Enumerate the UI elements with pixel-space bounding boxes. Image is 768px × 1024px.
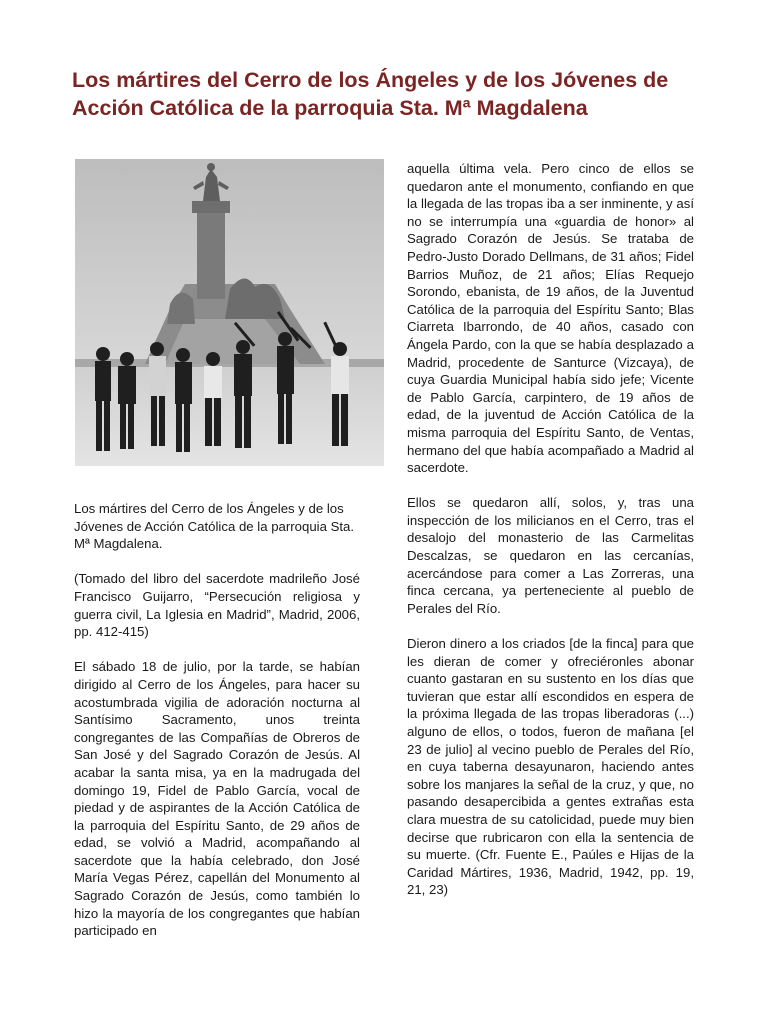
body-paragraph: Ellos se quedaron allí, solos, y, tras una inspección de los milicianos en el Cerro, tras el desalojo del monasterio de las Carmelitas Descalzas, se quedaron en las cercanías, acercándose para comer a Las Zorreras, una finca cercana, ya perteneciente al pueblo de Perales del Río. — [407, 495, 694, 616]
left-column — [74, 500, 360, 940]
photo-caption: Los mártires del Cerro de los Ángeles y de los Jóvenes de Acción Católica de la parroquia Sta. Mª Magdalena. — [74, 501, 355, 552]
historical-photo — [75, 159, 384, 466]
body-paragraph: aquella última vela. Pero cinco de ellos se quedaron ante el monumento, confiando en que la llegada de las tropas iba a ser inminente, y así no se interrumpía una «guardia de honor» al Sagrado Corazón de Jesús. Se trataba de Pedro-Justo Dorado Dellmans, de 31 años; Fidel Barrios Muñoz, de 21 años; Elías Requejo Sorondo, ebanista, de 19 años, de la Juventud Católica de la parroquia del Espíritu Santo; Blas Ciarreta Ibarrondo, de 40 años, casado con Ángela Pardo, con la que se había desplazado a Madrid, procedente de Santurce (Vizcaya), de cuya Guardia Municipal había sido jefe; Vicente de Pablo García, carpintero, de 19 años de edad, de la juventud de Acción Católica de la misma parroquia del Espíritu Santo, de Ventas, hermano del que había acompañado a Madrid al sacerdote. — [407, 161, 694, 476]
right-column — [407, 160, 694, 899]
source-citation: (Tomado del libro del sacerdote madrileño José Francisco Guijarro, “Persecución religiosa y guerra civil, La Iglesia en Madrid”, Madrid, 2006, pp. 412-415) — [74, 571, 360, 640]
firing-squad-photo-image — [75, 159, 384, 466]
body-paragraph: Dieron dinero a los criados [de la finca] para que les dieran de comer y ofreciéronles abonar cuanto gastaran en su sustento en los días que tuvieran que estar allí escondidos en espera de la próxima llegada de las tropas liberadoras (...) alguno de ellos, o todos, fueron de mañana [el 23 de julio] al vecino pueblo de Perales del Río, en cuya taberna desayunaron, haciendo antes sobre los manjares la señal de la cruz, y que, no pasando desapercibida a gentes extrañas esta clara muestra de su catolicidad, puede muy bien decirse que rubricaron con ella la sentencia de su muerte. (Cfr. Fuente E., Paúles e Hijas de la Caridad Mártires, 1936, Madrid, 1942, pp. 19, 21, 23) — [407, 636, 694, 898]
body-paragraph: El sábado 18 de julio, por la tarde, se habían dirigido al Cerro de los Ángeles, para hacer su acostumbrada vigilia de adoración nocturna al Santísimo Sacramento, unos treinta congregantes de las Compañías de Obreros de San José y del Sagrado Corazón de Jesús. Al acabar la santa misa, ya en la madrugada del domingo 19, Fidel de Pablo García, vocal de piedad y de aspirantes de la Acción Católica de la parroquia del Espíritu Santo, de 29 años de edad, se volvió a Madrid, acompañando al sacerdote que la había celebrado, don José María Vegas Pérez, capellán del Monumento al Sagrado Corazón de Jesús, como también lo hizo la mayoría de los congregantes que habían participado en — [74, 659, 360, 939]
page-title: Los mártires del Cerro de los Ángeles y de los Jóvenes de Acción Católica de la parroquia Sta. Mª Magdalena — [72, 68, 669, 120]
